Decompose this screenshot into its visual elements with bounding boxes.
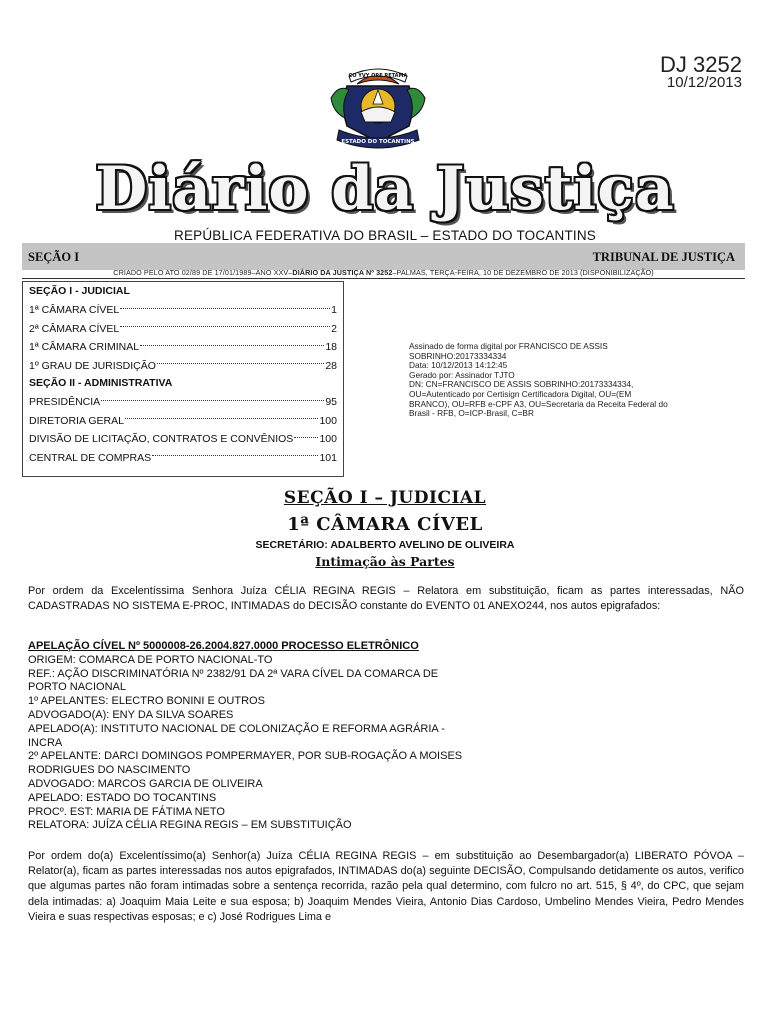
toc-item[interactable] (29, 357, 337, 376)
case-line: INCRA (28, 736, 63, 749)
toc-leader (140, 345, 324, 346)
creation-prefix: CRIADO PELO ATO 02/89 DE 17/01/1989–ANO XXV– (113, 268, 293, 277)
signature-line: SOBRINHO:20173334334 (409, 350, 507, 361)
creation-suffix: –PALMAS, TERÇA-FEIRA, 10 DE DEZEMBRO DE 2013 (DISPONIBILIZAÇÃO) (392, 268, 654, 277)
toc-item-page: 2 (331, 322, 337, 335)
toc-item-page: 100 (319, 414, 337, 427)
case-line: 2º APELANTE: DARCI DOMINGOS POMPERMAYER, POR SUB-ROGAÇÃO A MOISES (28, 750, 463, 763)
case-block (28, 640, 744, 833)
case-line: ADVOGADO(A): ENY DA SILVA SOARES (28, 708, 234, 721)
section-band (22, 243, 745, 270)
toc-item-title: 1ª CÂMARA CÍVEL (29, 304, 120, 317)
secretary-line: SECRETÁRIO: ADALBERTO AVELINO DE OLIVEIRA (255, 539, 515, 551)
toc-item-title: 1ª CÂMARA CRIMINAL (29, 341, 140, 354)
toc-item[interactable] (29, 301, 337, 320)
case-line: ORIGEM: COMARCA DE PORTO NACIONAL-TO (28, 653, 273, 666)
chamber-title: 1ª CÂMARA CÍVEL (287, 514, 483, 535)
toc-item-page: 95 (325, 396, 337, 409)
toc-item-title: PRESIDÊNCIA (29, 396, 101, 409)
toc-leader (120, 308, 330, 309)
toc-heading-administrative: SEÇÃO II - ADMINISTRATIVA (29, 377, 173, 389)
intimation-heading: Intimação às Partes (315, 554, 455, 569)
toc-heading-judicial: SEÇÃO I - JUDICIAL (29, 285, 130, 297)
case-line: RODRIGUES DO NASCIMENTO (28, 764, 191, 777)
case-line: 1º APELANTES: ELECTRO BONINI E OUTROS (28, 695, 265, 708)
case-line: RELATORA: JUÍZA CÉLIA REGINA REGIS – EM SUBSTITUIÇÃO (28, 819, 352, 832)
toc-item[interactable] (29, 338, 337, 357)
case-line: REF.: AÇÃO DISCRIMINATÓRIA Nº 2382/91 DA 2ª VARA CÍVEL DA COMARCA DE (28, 667, 439, 680)
state-seal-icon (327, 64, 429, 154)
toc-item-title: 1º GRAU DE JURISDIÇÃO (29, 359, 156, 372)
intimation-paragraph: Por ordem da Excelentíssima Senhora Juíza CÉLIA REGINA REGIS – Relatora em substituição, ficam as partes interessadas, NÃO CADASTRADAS NO SISTEMA E-PROC, INTIMADAS do DECISÃO constante do EVENTO 01 ANEXO244, nos autos epigrafados: (28, 585, 744, 613)
signature-line: DN: CN=FRANCISCO DE ASSIS SOBRINHO:20173334334, (409, 379, 634, 390)
toc-item-page: 101 (319, 451, 337, 464)
toc-leader (152, 455, 318, 456)
toc-item-title: 2ª CÂMARA CÍVEL (29, 322, 120, 335)
section-band-left: SEÇÃO I (28, 250, 80, 264)
decision-paragraph: Por ordem do(a) Excelentíssimo(a) Senhor(a) Juíza CÉLIA REGINA REGIS – em substituição ao Desembargador(a) LIBERATO PÓVOA – Relator(a), ficam as partes interessadas nos autos epigrafados, INTIMADAS do(a) seguinte DECISÃO, Compulsando detidamente os autos, verifico que algumas partes não foram intimadas sobre a sentença recorrida, razão pela qual determino, com fulcro no art. 515, § 4º, do CPC, que sejam dela intimadas: a) Joaquim Maia Leite e sua esposa; b) Joaquim Mendes Vieira, Antonio Dias Cardoso, Umbelino Mendes Vieira, Pedro Mendes Vieira e suas respectivas esposas; e c) José Rodrigues Lima e (28, 850, 744, 923)
case-line: PORTO NACIONAL (28, 681, 127, 694)
toc-item[interactable] (29, 449, 337, 468)
case-heading: APELAÇÃO CÍVEL Nº 5000008-26.2004.827.0000 PROCESSO ELETRÔNICO (28, 640, 419, 652)
signature-line: Data: 10/12/2013 14:12:45 (409, 360, 508, 371)
toc-item-page: 1 (331, 304, 337, 317)
section-title: SEÇÃO I – JUDICIAL (283, 488, 487, 508)
toc-leader (125, 418, 319, 419)
case-line: APELADO(A): INSTITUTO NACIONAL DE COLONIZAÇÃO E REFORMA AGRÁRIA - (28, 722, 445, 735)
signature-line: Brasil - RFB, O=ICP-Brasil, C=BR (409, 408, 534, 419)
signature-line: OU=Autenticado por Certisign Certificadora Digital, OU=(EM (409, 388, 632, 399)
toc-item-page: 28 (325, 359, 337, 372)
toc-leader (120, 326, 330, 327)
signature-line: BRANCO), OU=RFB e-CPF A3, OU=Secretaria da Receita Federal do (409, 398, 668, 409)
case-line: PROCº. EST: MARIA DE FÁTIMA NETO (28, 805, 225, 818)
creation-line (22, 268, 745, 279)
toc-leader (294, 437, 318, 438)
toc-item[interactable] (29, 393, 337, 412)
section-band-right: TRIBUNAL DE JUSTIÇA (592, 250, 735, 264)
edition-number: DJ 3252 (660, 52, 742, 77)
digital-signature-block (409, 342, 739, 419)
toc-leader (101, 400, 324, 401)
toc-item-title: DIVISÃO DE LICITAÇÃO, CONTRATOS E CONVÊNIOS (29, 433, 294, 446)
case-line: ADVOGADO: MARCOS GARCIA DE OLIVEIRA (28, 777, 263, 790)
signature-line: Gerado por: Assinador TJTO (409, 369, 515, 380)
table-of-contents (22, 281, 344, 477)
toc-item-page: 18 (325, 341, 337, 354)
case-line: APELADO: ESTADO DO TOCANTINS (28, 791, 217, 804)
toc-item-page: 100 (319, 433, 337, 446)
toc-item-title: CENTRAL DE COMPRAS (29, 451, 152, 464)
toc-item[interactable] (29, 430, 337, 449)
edition-date: 10/12/2013 (666, 74, 742, 91)
toc-item[interactable] (29, 320, 337, 339)
masthead-title: Diário da Justiça (95, 154, 675, 224)
seal-top-text: CO YVY ORE RETAMA (348, 73, 408, 79)
toc-item[interactable] (29, 412, 337, 431)
toc-item-title: DIRETORIA GERAL (29, 414, 124, 427)
seal-bottom-text: ESTADO DO TOCANTINS (341, 139, 415, 145)
signature-line: Assinado de forma digital por FRANCISCO DE ASSIS (409, 341, 608, 351)
toc-leader (157, 363, 324, 364)
republic-line: REPÚBLICA FEDERATIVA DO BRASIL – ESTADO DO TOCANTINS (174, 228, 596, 243)
creation-journal: DIÁRIO DA JUSTIÇA Nº 3252 (292, 268, 393, 277)
